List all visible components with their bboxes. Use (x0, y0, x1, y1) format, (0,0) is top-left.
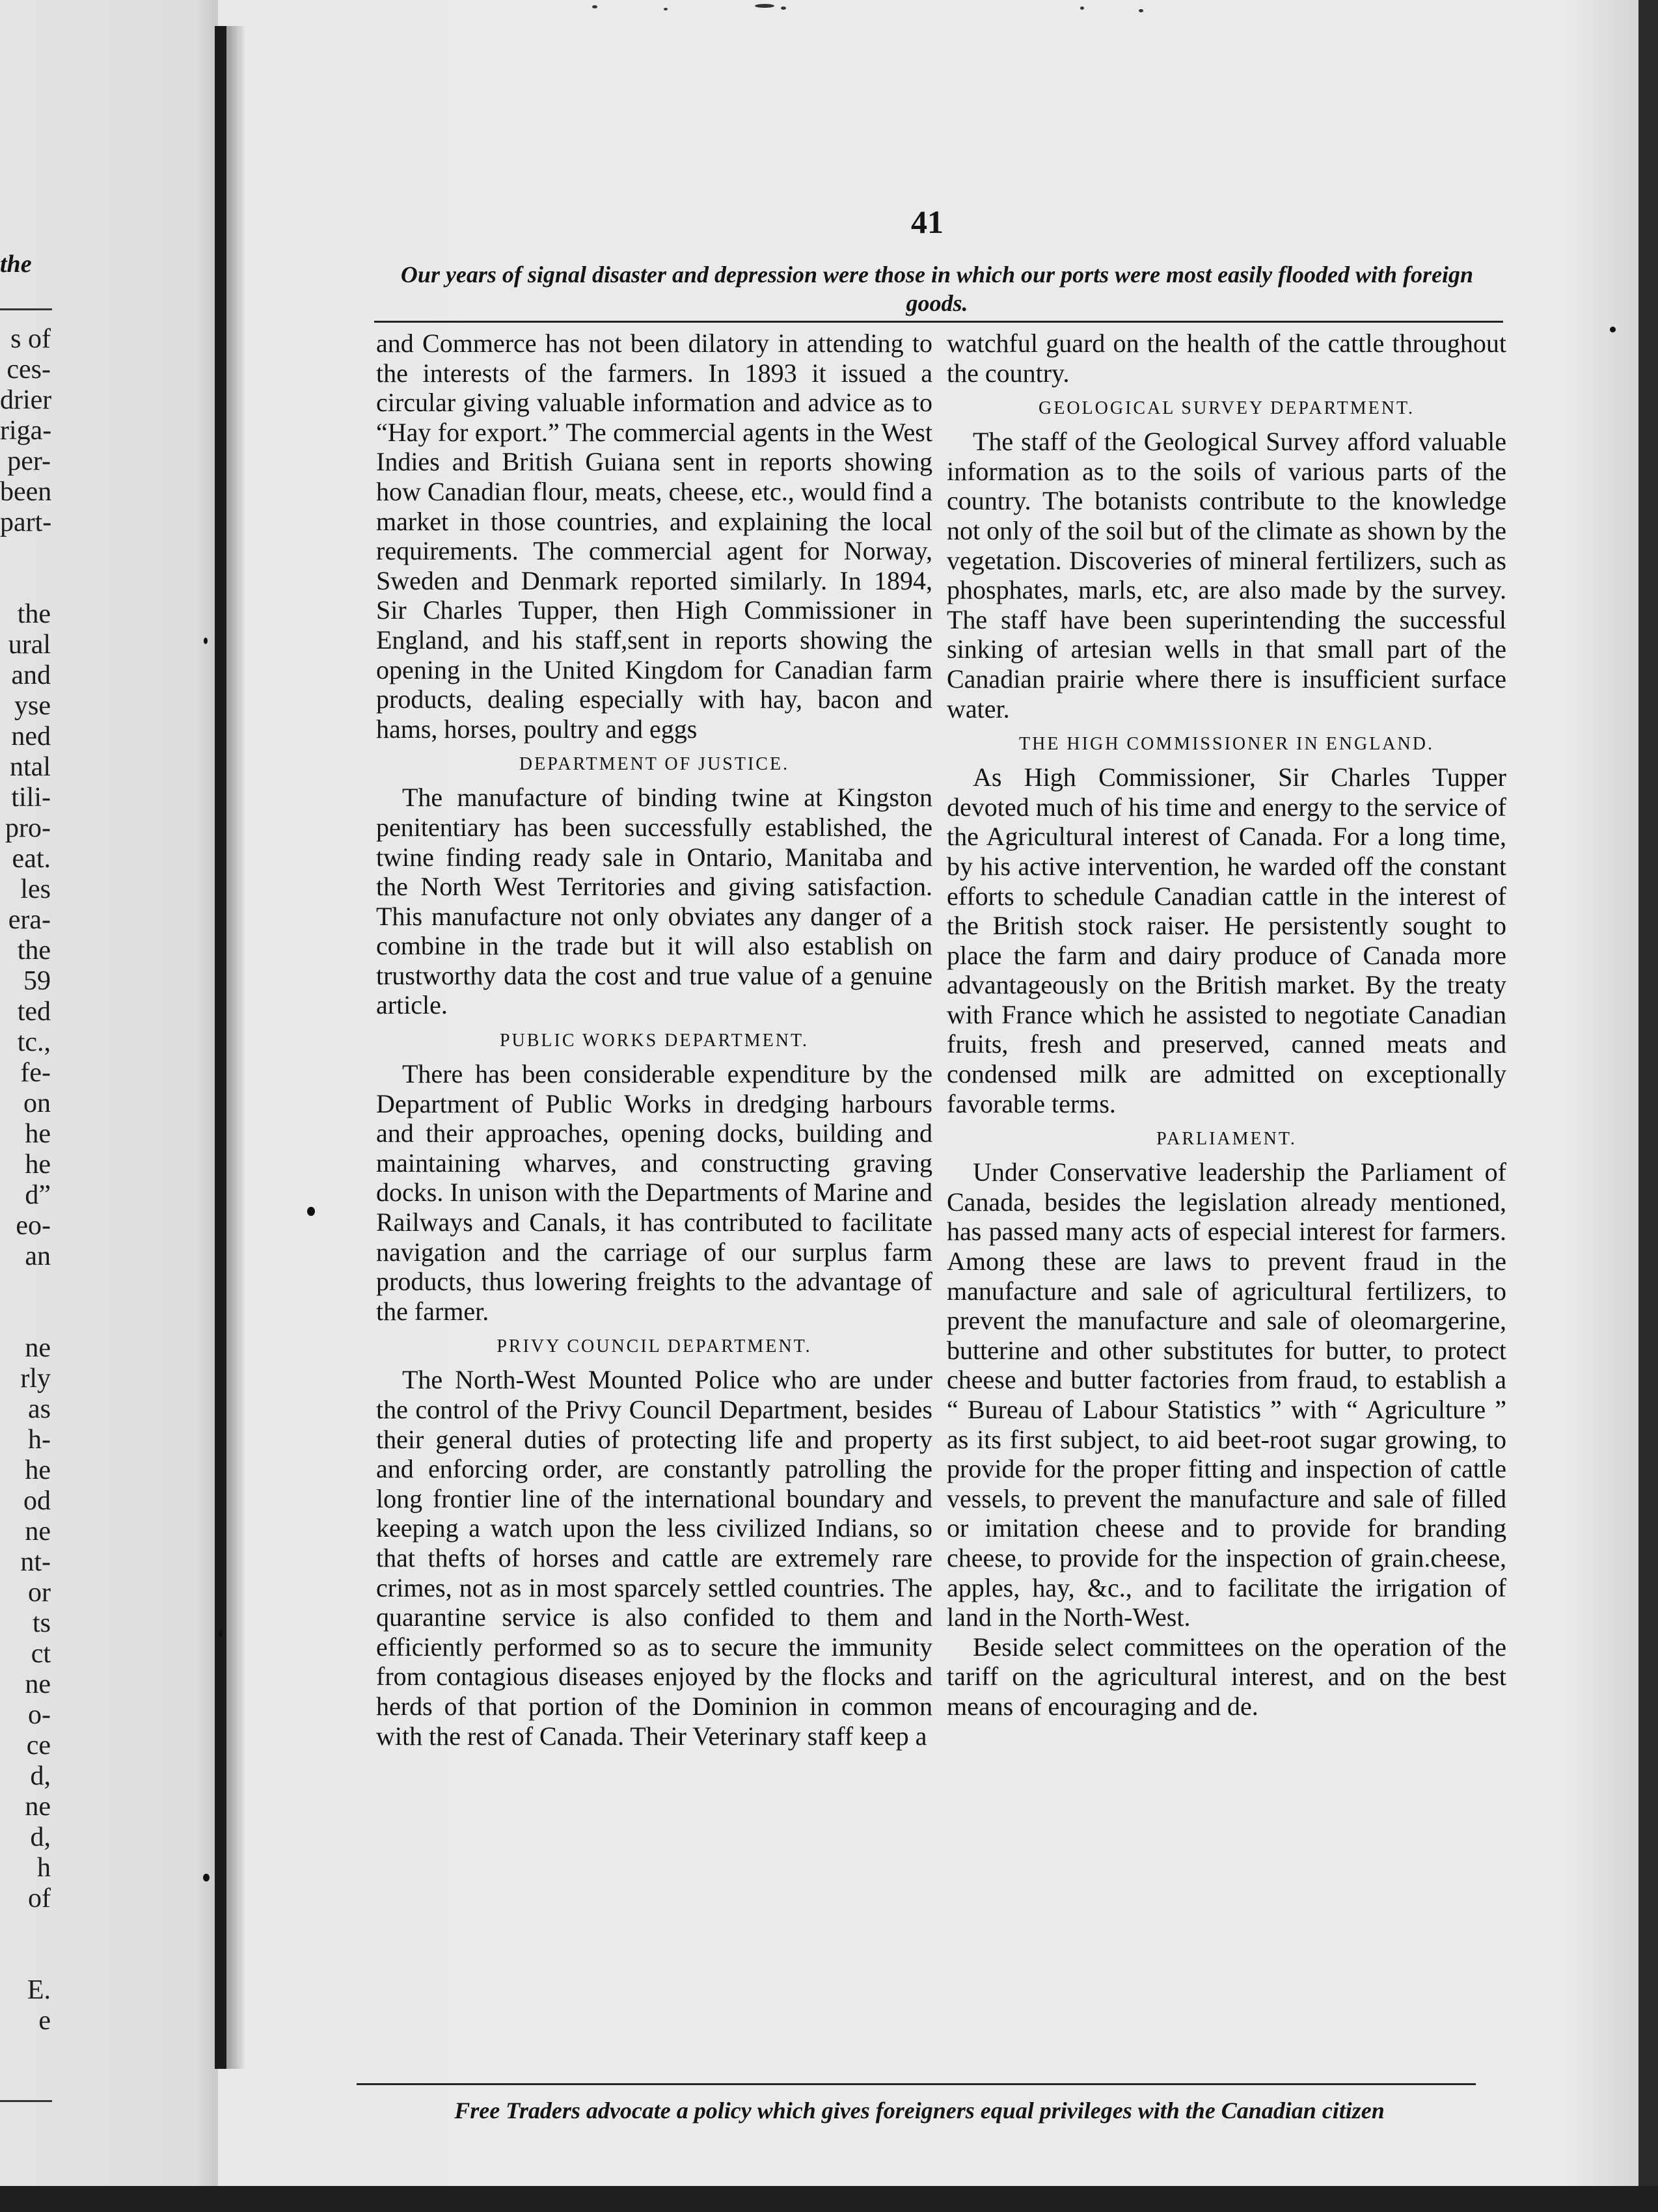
footer-quote: Free Traders advocate a policy which gives foreigners equal privileges with the Canadian citizen (454, 2097, 1385, 2124)
book-spine (215, 26, 226, 2069)
facing-page-fragment: riga- (0, 416, 52, 446)
right-column (947, 329, 1506, 1721)
facing-page-fragment: eat. (12, 844, 51, 874)
facing-page-fragment: o- (28, 1700, 51, 1730)
paragraph: and Commerce has not been dilatory in attending to the interests of the farmers. In 1893 it issued a circular giving valuable information and advice as to “Hay for export.” The commercial agents in the West Indies and British Guiana sent in reports showing how Canadian flour, meats, cheese, etc., would find a market in those countries, and explaining the local requirements. The commercial agent for Norway, Sweden and Denmark reported similarly. In 1894, Sir Charles Tupper, then High Commissioner in England, and his staff,sent in reports showing the opening in the United Kingdom for Canadian farm products, dealing especially with hay, bacon and hams, horses, poultry and eggs (376, 329, 932, 744)
scan-specks (586, 0, 1171, 20)
facing-page-fragment: on (23, 1088, 51, 1118)
paragraph: The manufacture of binding twine at Kingston penitentiary has been successfully established, the twine finding ready sale in Ontario, Manitaba and the North West Territories and giving satisfaction. This manufacture not only obviates any danger of a combine in the trade but it will also establish on trustworthy data the cost and true value of a genuine article. (376, 783, 932, 1020)
facing-page-fragment: been (0, 477, 52, 507)
facing-page-fragment: rly (20, 1364, 51, 1394)
facing-page-fragment: ted (17, 997, 51, 1027)
paragraph: As High Commissioner, Sir Charles Tupper devoted much of his time and energy to the service of the Agricultural interest of Canada. For a long time, by his active intervention, he warded off the constant efforts to schedule Canadian cattle in the interest of the British stock raiser. He persistently sought to place the farm and dairy produce of Canada more advantageously on the British market. By the treaty with France which he assisted to negotiate Canadian fruits, fresh and preserved, canned meats and condensed milk are admitted on exceptionally favorable terms. (947, 762, 1506, 1118)
margin-mark (1610, 327, 1616, 332)
facing-page-fragment: he (25, 1150, 51, 1180)
paragraph: Beside select committees on the operation of the tariff on the agricultural interest, and on the best means of encouraging and de. (947, 1632, 1506, 1721)
facing-page-fragment: of (28, 1883, 51, 1913)
header-rule (374, 321, 1503, 323)
facing-page-edge (0, 0, 218, 2212)
facing-page-fragment: yse (14, 691, 51, 721)
footer-rule (357, 2083, 1476, 2085)
facing-page-fragment: ct (31, 1639, 51, 1669)
section-heading: THE HIGH COMMISSIONER IN ENGLAND. (1019, 734, 1434, 755)
facing-page-fragment: part- (0, 507, 52, 537)
facing-page-fragment: ned (11, 722, 51, 751)
gutter-mark (204, 638, 208, 644)
facing-page-fragment: per- (7, 446, 51, 476)
facing-page-bottom-rule (0, 2100, 52, 2102)
facing-page-fragment: he (25, 1455, 51, 1485)
paragraph: watchful guard on the health of the cattle throughout the country. (947, 329, 1506, 388)
facing-page-fragment: od (23, 1486, 51, 1516)
facing-page-fragment: eo- (16, 1211, 51, 1241)
gutter-mark (307, 1207, 315, 1216)
facing-page-fragment: les (20, 874, 51, 904)
paragraph: There has been considerable expenditure by the Department of Public Works in dredging harbours and their approaches, opening docks, building and maintaining wharves, and constructing graving docks. In unison with the Departments of Marine and Railways and Canals, it has contributed to facilitate navigation and the carriage of our surplus farm products, thus lowering freights to the advantage of the farmer. (376, 1059, 932, 1326)
facing-page-fragment: ne (25, 1517, 51, 1546)
facing-page-fragment: he (25, 1119, 51, 1149)
facing-page-fragment: s of (10, 324, 51, 354)
section-heading: DEPARTMENT OF JUSTICE. (519, 754, 790, 775)
paragraph: The staff of the Geological Survey afford valuable information as to the soils of various parts of the country. The botanists contribute to the knowledge not only of the soil but of the climate as shown by the vegetation. Discoveries of mineral fertilizers, such as phosphates, marls, etc, are also made by the survey. The staff have been superintending the successful sinking of artesian wells in that small part of the Canadian prairie where there is insufficient surface water. (947, 427, 1506, 723)
facing-page-fragment: era- (8, 905, 51, 935)
facing-page-fragment: fe- (20, 1058, 51, 1088)
facing-page-fragment: ne (25, 1333, 51, 1363)
facing-page-fragment: d, (30, 1822, 51, 1852)
facing-page-fragment: ne (25, 1669, 51, 1699)
facing-page-fragment: ce (26, 1731, 51, 1760)
facing-page-fragment: or (28, 1578, 51, 1608)
left-column (376, 329, 932, 1751)
facing-page-fragment: ne (25, 1792, 51, 1822)
facing-page-fragment: and (11, 660, 51, 690)
scan-border-bottom (0, 2186, 1658, 2212)
facing-page-fragment: E. (27, 1975, 51, 2005)
facing-page-fragment: nt- (20, 1547, 51, 1577)
page-number: 41 (911, 204, 944, 240)
facing-page-fragment: d, (30, 1761, 51, 1791)
facing-page-header-fragment: the (0, 250, 32, 278)
paragraph: The North-West Mounted Police who are under the control of the Privy Council Department, besides their general duties of protecting life and property and enforcing order, are constantly patrolling the long frontier line of the international boundary and keeping a watch upon the less civilized Indians, so that thefts of horses and cattle are extremely rare crimes, not as in most sparcely settled countries. The quarantine service is also confided to them and efficiently performed so as to secure the immunity from contagious diseases enjoyed by the flocks and herds of that portion of the Dominion in common with the rest of Canada. Their Veterinary staff keep a (376, 1365, 932, 1751)
facing-page-fragment: pro- (5, 813, 51, 843)
facing-page-fragment: e (38, 2006, 51, 2036)
facing-page-fragment: 59 (23, 966, 51, 996)
facing-page-fragment: tc., (17, 1027, 51, 1057)
gutter-mark (203, 1874, 210, 1882)
facing-page-rule (0, 308, 52, 310)
section-heading: GEOLOGICAL SURVEY DEPARTMENT. (1039, 398, 1415, 419)
facing-page-fragment: ntal (10, 752, 51, 782)
facing-page-fragment: h (37, 1853, 51, 1883)
facing-page-fragment: h- (28, 1425, 51, 1455)
gutter-mark (219, 1630, 223, 1638)
facing-page-fragment: the (17, 599, 51, 629)
facing-page-fragment: d” (25, 1180, 51, 1210)
facing-page-fragment: drier (0, 385, 52, 415)
facing-page-fragment: as (28, 1394, 51, 1424)
facing-page-fragment: tili- (11, 783, 51, 813)
section-heading: PRIVY COUNCIL DEPARTMENT. (496, 1336, 812, 1357)
facing-page-fragment: ural (8, 630, 51, 660)
facing-page-fragment: ces- (7, 355, 51, 384)
scan-border-right (1638, 0, 1658, 2212)
spine-shadow (226, 26, 245, 2069)
facing-page-fragment: the (17, 936, 51, 965)
header-quote: Our years of signal disaster and depression were those in which our ports were most easily flooded with foreign goods. (400, 262, 1474, 316)
section-heading: PARLIAMENT. (1156, 1129, 1297, 1150)
facing-page-fragment: ts (32, 1608, 51, 1638)
paragraph: Under Conservative leadership the Parliament of Canada, besides the legislation already mentioned, has passed many acts of especial interest for farmers. Among these are laws to prevent fraud in the manufacture and sale of agricultural fertilizers, to prevent the manufacture and sale of oleomargerine, butterine and other substitutes for butter, to protect cheese and butter factories from fraud, to establish a “ Bureau of Labour Statistics ” with “ Agriculture ” as its first subject, to aid beet-root sugar growing, to provide for the proper fitting and inspection of cattle vessels, to prevent the manufacture and sale of filled or imitation cheese and to provide for branding cheese, to provide for the inspection of grain.cheese, apples, hay, &c., and to facilitate the irrigation of land in the North-West. (947, 1157, 1506, 1632)
facing-page-fragment: an (25, 1241, 51, 1271)
section-heading: PUBLIC WORKS DEPARTMENT. (499, 1031, 809, 1051)
